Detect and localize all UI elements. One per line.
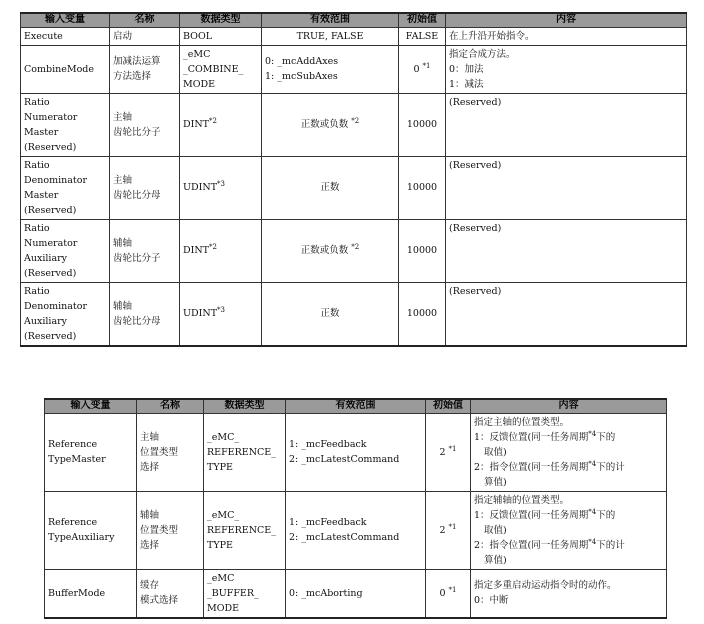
cell-line: Auxiliary bbox=[24, 252, 68, 264]
name-cell bbox=[110, 219, 180, 282]
datatype-cell bbox=[180, 219, 262, 282]
cell-line: BufferMode bbox=[48, 587, 106, 599]
cell-line: 指定多重启动运动指令时的动作。 bbox=[474, 580, 617, 591]
cell-line: 主轴 bbox=[113, 174, 133, 186]
footnote-mark: *1 bbox=[448, 444, 457, 453]
cell-line: 正数或负数 bbox=[300, 245, 349, 256]
cell-line: 正数 bbox=[320, 182, 340, 193]
item-text: 下的 bbox=[596, 431, 616, 443]
name-cell bbox=[110, 156, 180, 219]
cell-line: DINT bbox=[183, 245, 210, 256]
cell-line: Ratio bbox=[24, 222, 50, 234]
initial-value-cell bbox=[399, 219, 446, 282]
item-text: 下的计 bbox=[596, 461, 625, 473]
cell-line: 辅轴 bbox=[140, 509, 160, 521]
cell-line: 0：加法 bbox=[449, 63, 484, 75]
cell-line: 2 bbox=[439, 446, 446, 458]
footnote-mark: *4 bbox=[588, 459, 597, 468]
footnote-mark: *4 bbox=[588, 537, 597, 546]
cell-line: Auxiliary bbox=[24, 315, 68, 327]
range-cell bbox=[262, 45, 399, 93]
table-row bbox=[21, 27, 687, 45]
cell-line: UDINT bbox=[183, 182, 218, 193]
cell-line: _eMC_ bbox=[207, 509, 240, 521]
range-cell bbox=[262, 219, 399, 282]
cell-line: 正数 bbox=[320, 308, 340, 319]
footnote-mark: *4 bbox=[588, 429, 597, 438]
range-cell bbox=[262, 93, 399, 156]
cell-line: 1: _mcSubAxes bbox=[265, 71, 338, 82]
header-cell: 初始值 bbox=[399, 13, 446, 27]
variable-cell bbox=[21, 93, 110, 156]
cell-line: 指定主轴的位置类型。 bbox=[474, 416, 570, 428]
content-cell bbox=[446, 45, 687, 93]
table-header-row bbox=[45, 399, 667, 413]
header-cell: 内容 bbox=[471, 399, 667, 413]
cell-line: 主轴 bbox=[113, 111, 133, 123]
table-row bbox=[21, 156, 687, 219]
cell-line: 10000 bbox=[406, 182, 438, 193]
range-cell bbox=[262, 282, 399, 346]
cell-line: 齿轮比分母 bbox=[113, 189, 161, 201]
cell-line: FALSE bbox=[405, 30, 439, 42]
initial-value-cell bbox=[426, 413, 471, 491]
cell-line: TYPE bbox=[207, 539, 233, 551]
cell-line: _BUFFER_ bbox=[207, 587, 259, 599]
cell-line: 0: _mcAborting bbox=[289, 587, 363, 599]
cell-line: 0 bbox=[413, 63, 420, 75]
item-text: 2：指令位置(同一任务周期 bbox=[474, 539, 589, 551]
content-item bbox=[474, 508, 663, 523]
item-continuation: 取值) bbox=[484, 524, 507, 536]
variable-cell bbox=[21, 282, 110, 346]
range-cell bbox=[286, 569, 426, 618]
cell-line: (Reserved) bbox=[449, 222, 502, 234]
footnote-mark: *4 bbox=[588, 507, 597, 516]
table-row bbox=[45, 569, 667, 618]
cell-line: Ratio bbox=[24, 96, 50, 108]
name-cell bbox=[137, 491, 204, 569]
cell-line: (Reserved) bbox=[449, 285, 502, 297]
range-cell bbox=[286, 491, 426, 569]
datatype-cell bbox=[180, 27, 262, 45]
variable-cell bbox=[21, 219, 110, 282]
name-cell bbox=[137, 413, 204, 491]
header-cell: 名称 bbox=[137, 399, 204, 413]
cell-line: 2: _mcLatestCommand bbox=[289, 454, 400, 465]
cell-line: 模式选择 bbox=[140, 595, 179, 606]
header-cell: 输入变量 bbox=[45, 399, 137, 413]
cell-line: 10000 bbox=[406, 308, 438, 319]
item-text: 1：反馈位置(同一任务周期 bbox=[474, 431, 589, 443]
input-variables-table-1 bbox=[20, 12, 687, 347]
cell-line: 10000 bbox=[406, 119, 438, 130]
header-cell: 初始值 bbox=[426, 399, 471, 413]
cell-line: 0: _mcAddAxes bbox=[265, 56, 339, 67]
table-row bbox=[21, 93, 687, 156]
content-item bbox=[474, 538, 663, 553]
header-cell: 名称 bbox=[110, 13, 180, 27]
cell-line: MODE bbox=[183, 78, 216, 90]
cell-line: Execute bbox=[24, 30, 63, 42]
variable-cell bbox=[45, 413, 137, 491]
datatype-cell bbox=[180, 282, 262, 346]
content-cell bbox=[471, 413, 667, 491]
cell-line: 2: _mcLatestCommand bbox=[289, 532, 400, 543]
cell-line: Ratio bbox=[24, 159, 50, 171]
footnote-mark: *2 bbox=[209, 242, 217, 251]
cell-line: 指定辅轴的位置类型。 bbox=[474, 494, 570, 506]
cell-line: 指定合成方法。 bbox=[449, 48, 516, 60]
item-text: 下的计 bbox=[596, 539, 625, 551]
name-cell bbox=[110, 93, 180, 156]
cell-line: (Reserved) bbox=[449, 96, 502, 108]
content-cell bbox=[446, 27, 687, 45]
content-item bbox=[474, 460, 663, 475]
table-row bbox=[21, 282, 687, 346]
cell-line: _eMC_ bbox=[207, 431, 240, 443]
table-header-row bbox=[21, 13, 687, 27]
cell-line: 辅轴 bbox=[113, 237, 133, 249]
range-cell bbox=[262, 27, 399, 45]
initial-value-cell bbox=[426, 491, 471, 569]
footnote-mark: *2 bbox=[351, 242, 360, 251]
content-cell bbox=[446, 93, 687, 156]
table-row bbox=[45, 491, 667, 569]
variable-cell bbox=[45, 569, 137, 618]
cell-line: 选择 bbox=[140, 461, 160, 473]
table-row bbox=[21, 45, 687, 93]
cell-line: (Reserved) bbox=[449, 159, 502, 171]
cell-line: 方法选择 bbox=[113, 71, 152, 82]
variable-cell bbox=[45, 491, 137, 569]
footnote-mark: *1 bbox=[422, 61, 431, 70]
cell-line: 选择 bbox=[140, 539, 160, 551]
name-cell bbox=[110, 27, 180, 45]
item-continuation: 算值) bbox=[484, 476, 507, 488]
header-cell: 内容 bbox=[446, 13, 687, 27]
cell-line: 位置类型 bbox=[140, 446, 179, 458]
content-cell bbox=[446, 282, 687, 346]
cell-line: TypeAuxiliary bbox=[48, 532, 115, 543]
cell-line: 正数或负数 bbox=[300, 119, 349, 130]
cell-line: BOOL bbox=[183, 30, 213, 42]
cell-line: (Reserved) bbox=[24, 267, 77, 279]
cell-line: CombineMode bbox=[24, 63, 95, 75]
cell-line: TRUE, FALSE bbox=[296, 30, 364, 42]
variable-cell bbox=[21, 45, 110, 93]
range-cell bbox=[286, 413, 426, 491]
cell-line: _COMBINE_ bbox=[183, 63, 244, 75]
initial-value-cell bbox=[399, 282, 446, 346]
header-cell: 数据类型 bbox=[180, 13, 262, 27]
datatype-cell bbox=[204, 569, 286, 618]
footnote-mark: *1 bbox=[448, 522, 457, 531]
cell-line: (Reserved) bbox=[24, 330, 77, 342]
table-row bbox=[45, 413, 667, 491]
cell-line: Reference bbox=[48, 517, 98, 528]
initial-value-cell bbox=[399, 156, 446, 219]
item-continuation: 算值) bbox=[484, 554, 507, 566]
header-cell: 有效范围 bbox=[286, 399, 426, 413]
cell-line: 齿轮比分子 bbox=[113, 126, 161, 138]
cell-line: 2 bbox=[439, 524, 446, 536]
cell-line: 主轴 bbox=[140, 431, 160, 443]
cell-line: _eMC bbox=[183, 48, 211, 60]
cell-line: TypeMaster bbox=[48, 454, 106, 465]
initial-value-cell bbox=[399, 27, 446, 45]
content-cell bbox=[471, 569, 667, 618]
cell-line: 0 bbox=[439, 587, 446, 599]
cell-line: (Reserved) bbox=[24, 141, 77, 153]
content-cell bbox=[446, 156, 687, 219]
cell-line: 1：减法 bbox=[449, 78, 484, 90]
header-cell: 有效范围 bbox=[262, 13, 399, 27]
cell-line: Numerator bbox=[24, 111, 78, 123]
cell-line: Master bbox=[24, 126, 59, 138]
cell-line: TYPE bbox=[207, 461, 233, 473]
header-cell: 数据类型 bbox=[204, 399, 286, 413]
datatype-cell bbox=[180, 45, 262, 93]
footnote-mark: *2 bbox=[351, 116, 360, 125]
cell-line: 启动 bbox=[113, 30, 133, 42]
cell-line: Denominator bbox=[24, 300, 87, 312]
name-cell bbox=[110, 282, 180, 346]
cell-line: Ratio bbox=[24, 285, 50, 297]
cell-line: 1: _mcFeedback bbox=[289, 439, 367, 450]
cell-line: Master bbox=[24, 189, 59, 201]
variable-cell bbox=[21, 156, 110, 219]
cell-line: 加减法运算 bbox=[113, 56, 161, 67]
name-cell bbox=[110, 45, 180, 93]
cell-line: MODE bbox=[207, 602, 240, 614]
item-continuation: 取值) bbox=[484, 446, 507, 458]
range-cell bbox=[262, 156, 399, 219]
variable-cell bbox=[21, 27, 110, 45]
name-cell bbox=[137, 569, 204, 618]
datatype-cell bbox=[204, 413, 286, 491]
item-text: 0：中断 bbox=[474, 595, 509, 606]
content-item bbox=[474, 430, 663, 445]
cell-line: 位置类型 bbox=[140, 524, 179, 536]
footnote-mark: *3 bbox=[217, 305, 225, 314]
content-cell bbox=[471, 491, 667, 569]
cell-line: 齿轮比分母 bbox=[113, 315, 161, 327]
cell-line: 在上升沿开始指令。 bbox=[449, 30, 535, 42]
input-variables-table-2 bbox=[44, 398, 667, 619]
cell-line: 辅轴 bbox=[113, 300, 133, 312]
header-cell: 输入变量 bbox=[21, 13, 110, 27]
cell-line: DINT bbox=[183, 119, 210, 130]
cell-line: UDINT bbox=[183, 308, 218, 319]
footnote-mark: *2 bbox=[209, 116, 217, 125]
item-text: 2：指令位置(同一任务周期 bbox=[474, 461, 589, 473]
item-text: 下的 bbox=[596, 509, 616, 521]
datatype-cell bbox=[180, 93, 262, 156]
cell-line: Reference bbox=[48, 439, 98, 450]
footnote-mark: *3 bbox=[217, 179, 225, 188]
footnote-mark: *1 bbox=[448, 585, 457, 594]
cell-line: Denominator bbox=[24, 174, 87, 186]
cell-line: REFERENCE_ bbox=[207, 524, 276, 536]
initial-value-cell bbox=[426, 569, 471, 618]
cell-line: (Reserved) bbox=[24, 204, 77, 216]
cell-line: REFERENCE_ bbox=[207, 446, 276, 458]
datatype-cell bbox=[204, 491, 286, 569]
cell-line: 10000 bbox=[406, 245, 438, 256]
datatype-cell bbox=[180, 156, 262, 219]
item-text: 1：反馈位置(同一任务周期 bbox=[474, 509, 589, 521]
cell-line: _eMC bbox=[207, 572, 235, 584]
content-cell bbox=[446, 219, 687, 282]
cell-line: 齿轮比分子 bbox=[113, 252, 161, 264]
cell-line: Numerator bbox=[24, 237, 78, 249]
initial-value-cell bbox=[399, 93, 446, 156]
cell-line: 缓存 bbox=[140, 580, 160, 591]
table-row bbox=[21, 219, 687, 282]
cell-line: 1: _mcFeedback bbox=[289, 517, 367, 528]
content-item bbox=[474, 593, 663, 608]
initial-value-cell bbox=[399, 45, 446, 93]
